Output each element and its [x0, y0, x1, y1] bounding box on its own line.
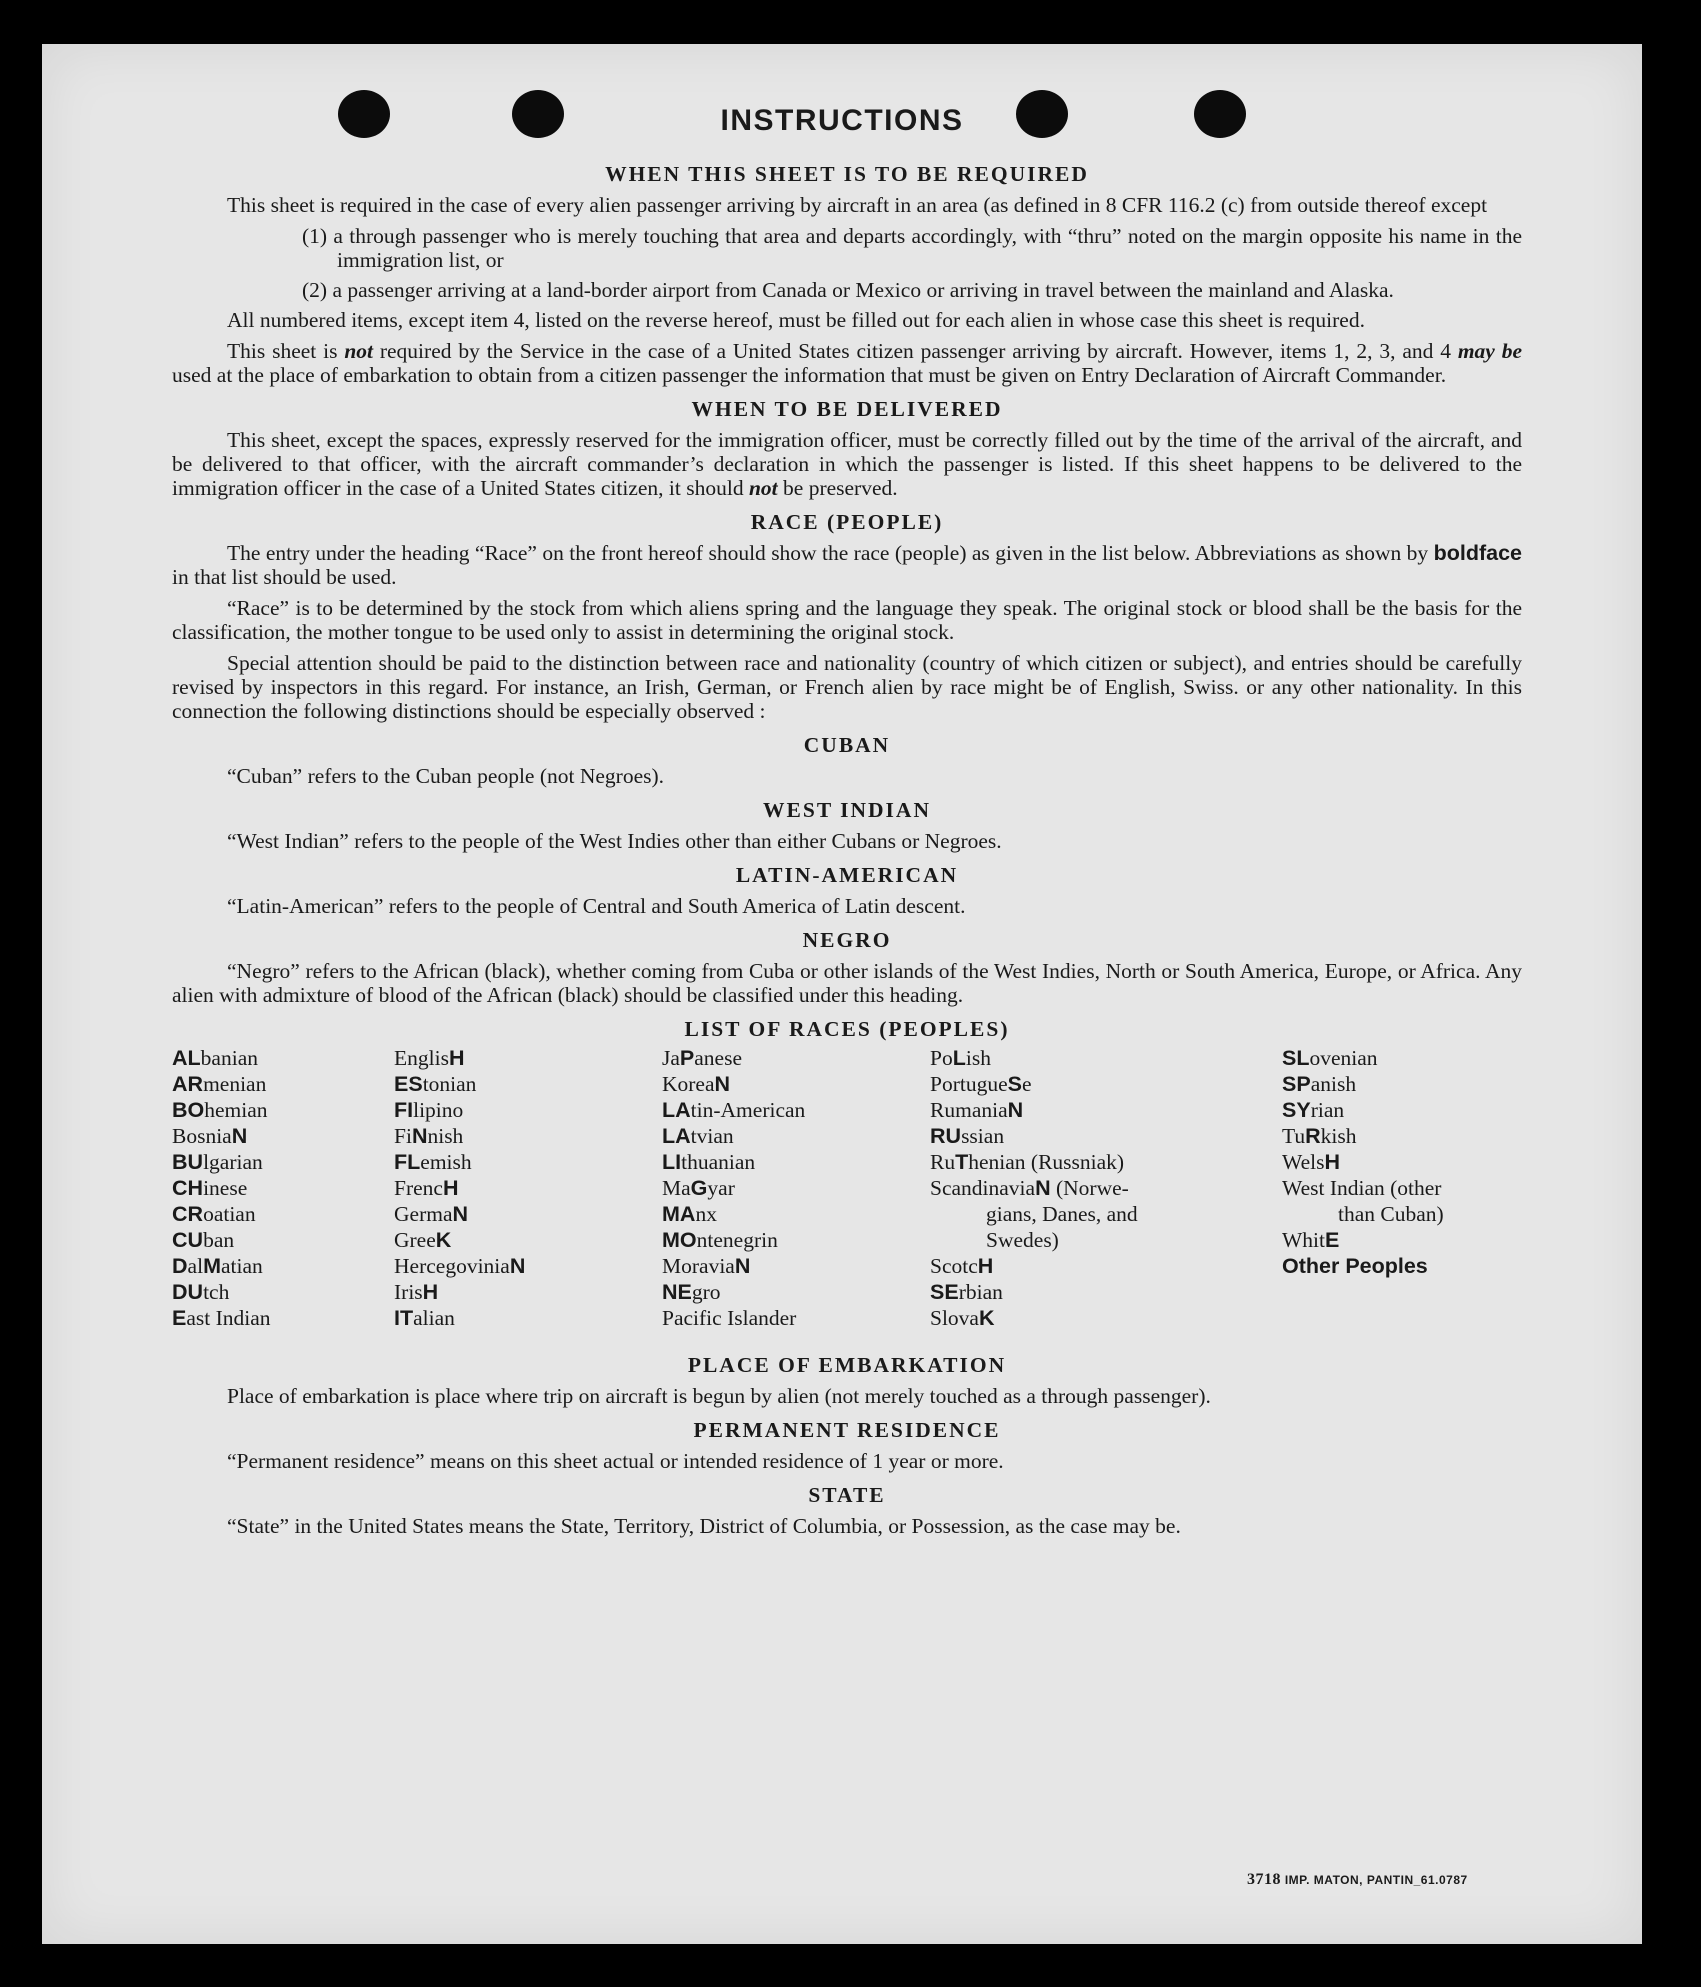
- race-item: [930, 1071, 1138, 1097]
- race-text: henian (Russniak): [968, 1150, 1125, 1174]
- race-text: ovenian: [1309, 1046, 1378, 1070]
- race-text: Frenc: [394, 1176, 443, 1200]
- race-item: [394, 1201, 525, 1227]
- race-abbrev: G: [690, 1176, 708, 1200]
- race-item: [1282, 1201, 1444, 1227]
- race-item: [394, 1149, 525, 1175]
- race-item: [172, 1201, 271, 1227]
- race-abbrev: M: [203, 1254, 221, 1278]
- document-sheet: [42, 44, 1642, 1944]
- race-item: [662, 1201, 805, 1227]
- race-text: Po: [930, 1046, 953, 1070]
- text-span: The entry under the heading “Race” on the front hereof should show the race (people) as given in the list below. Abbreviations as shown by: [227, 541, 1434, 565]
- race-abbrev: CU: [172, 1228, 204, 1252]
- text-span: This sheet is: [227, 339, 345, 363]
- race-item: [1282, 1175, 1444, 1201]
- heading-latin-american: LATIN-AMERICAN: [735, 863, 959, 887]
- race-item: [394, 1071, 525, 1097]
- race-abbrev: E: [172, 1306, 187, 1330]
- race-item: [662, 1097, 805, 1123]
- race-abbrev: LA: [662, 1124, 691, 1148]
- paragraph-race-entry: [172, 541, 1522, 589]
- race-item: [172, 1227, 271, 1253]
- definition-embarkation: Place of embarkation is place where trip on aircraft is begun by alien (not merely touched as a through passenger).: [227, 1384, 1211, 1408]
- emphasis-not: not: [748, 476, 778, 500]
- race-text: inese: [203, 1176, 248, 1200]
- text-span: This sheet, except the spaces, expressly reserved for the immigration officer, must be correctly filled out by the time of the arrival of the aircraft, and be delivered to that officer, with the aircraft commander’s declaration in which the passenger is listed. If this sheet happens to be delivered to the immigration officer in the case of a United States citizen, it should: [172, 428, 1522, 500]
- race-text: Englis: [394, 1046, 449, 1070]
- race-item: [394, 1097, 525, 1123]
- race-text: alian: [413, 1306, 455, 1330]
- race-item: [394, 1123, 525, 1149]
- exception-2: (2) a passenger arriving at a land-border airport from Canada or Mexico or arriving in travel between the mainland and Alaska.: [302, 278, 1394, 302]
- race-item: [172, 1097, 271, 1123]
- race-text: Scandinavia: [930, 1176, 1036, 1200]
- race-item: [930, 1045, 1138, 1071]
- race-text: ssian: [961, 1124, 1005, 1148]
- race-item: [930, 1201, 1138, 1227]
- race-abbrev: D: [172, 1254, 188, 1278]
- race-item: [930, 1305, 1138, 1331]
- race-text: rbian: [958, 1280, 1003, 1304]
- race-abbrev: K: [435, 1228, 452, 1252]
- race-text: nish: [427, 1124, 464, 1148]
- race-item: [172, 1071, 271, 1097]
- race-abbrev: R: [1305, 1124, 1321, 1148]
- printer-imprint: [1247, 1871, 1468, 1889]
- race-item: [394, 1227, 525, 1253]
- race-text: tonian: [422, 1072, 477, 1096]
- race-text: Moravia: [662, 1254, 735, 1278]
- heading-negro: NEGRO: [802, 928, 892, 952]
- race-abbrev: FI: [394, 1098, 414, 1122]
- race-item: [1282, 1227, 1444, 1253]
- race-abbrev: N: [231, 1124, 248, 1148]
- race-text: ntenegrin: [696, 1228, 778, 1252]
- race-text: hemian: [204, 1098, 268, 1122]
- heading-permanent-residence: PERMANENT RESIDENCE: [693, 1418, 1001, 1442]
- race-item: [930, 1175, 1138, 1201]
- race-abbrev: BO: [172, 1098, 205, 1122]
- race-text: Fi: [394, 1124, 412, 1148]
- race-text: al: [187, 1254, 204, 1278]
- race-text: lgarian: [203, 1150, 263, 1174]
- race-abbrev: P: [679, 1046, 695, 1070]
- race-abbrev: LA: [662, 1098, 691, 1122]
- race-text: Wels: [1282, 1150, 1325, 1174]
- race-text: e: [1021, 1072, 1032, 1096]
- race-text: nx: [695, 1202, 717, 1226]
- race-text: Pacific Islander: [662, 1306, 797, 1330]
- race-abbrev: CR: [172, 1202, 204, 1226]
- race-text: Bosnia: [172, 1124, 232, 1148]
- race-text: Rumania: [930, 1098, 1008, 1122]
- heading-when-required: WHEN THIS SHEET IS TO BE REQUIRED: [605, 162, 1089, 186]
- race-column-1: [172, 1045, 271, 1331]
- race-abbrev: N: [734, 1254, 751, 1278]
- race-abbrev: NE: [662, 1280, 692, 1304]
- heading-race: RACE (PEOPLE): [750, 510, 944, 534]
- race-text: ast Indian: [186, 1306, 271, 1330]
- race-item: [394, 1279, 525, 1305]
- race-item: [172, 1175, 271, 1201]
- race-text: Tu: [1282, 1124, 1306, 1148]
- race-text: emish: [420, 1150, 472, 1174]
- race-abbrev: SP: [1282, 1072, 1311, 1096]
- definition-latin-american: “Latin-American” refers to the people of Central and South America of Latin descent.: [227, 894, 966, 918]
- race-text: (Norwe-: [1050, 1176, 1129, 1200]
- heading-state: STATE: [808, 1483, 886, 1507]
- race-abbrev: MA: [662, 1202, 696, 1226]
- race-item: [172, 1045, 271, 1071]
- race-text: oatian: [203, 1202, 256, 1226]
- race-item: [930, 1227, 1138, 1253]
- heading-cuban: CUBAN: [803, 733, 891, 757]
- race-item: [930, 1123, 1138, 1149]
- race-list: [172, 1045, 1522, 1343]
- form-number: 3718: [1247, 1871, 1281, 1888]
- exception-1: (1) a through passenger who is merely touching that area and departs accordingly, with “thru” noted on the margin opposite his name in the immigration list, or: [302, 224, 1522, 272]
- definition-permanent-residence: “Permanent residence” means on this sheet actual or intended residence of 1 year or more.: [227, 1449, 1004, 1473]
- race-text: tin-American: [690, 1098, 806, 1122]
- race-item: [172, 1123, 271, 1149]
- text-span: used at the place of embarkation to obtain from a citizen passenger the information that must be given on Entry Declaration of Aircraft Commander.: [172, 363, 1447, 387]
- race-text: banian: [200, 1046, 258, 1070]
- heading-west-indian: WEST INDIAN: [763, 798, 931, 822]
- text-span: be preserved.: [777, 476, 898, 500]
- definition-cuban: “Cuban” refers to the Cuban people (not Negroes).: [227, 764, 665, 788]
- text-span: in that list should be used.: [172, 565, 397, 589]
- race-text: gro: [691, 1280, 721, 1304]
- race-item: [662, 1305, 805, 1331]
- emphasis-may-be: may be: [1457, 339, 1522, 363]
- paragraph-race-stock: “Race” is to be determined by the stock from which aliens spring and the language they speak. The original stock or blood shall be the basis for the classification, the mother tongue to be used only to assist in determining the original stock.: [172, 596, 1522, 644]
- race-abbrev: N: [452, 1202, 469, 1226]
- race-text: anish: [1310, 1072, 1357, 1096]
- race-abbrev: N: [1035, 1176, 1051, 1200]
- definition-state: “State” in the United States means the State, Territory, District of Columbia, or Possession, as the case may be.: [227, 1514, 1181, 1538]
- race-abbrev: DU: [172, 1280, 204, 1304]
- race-item: [1282, 1071, 1444, 1097]
- race-text: yar: [707, 1176, 735, 1200]
- boldface-word: boldface: [1433, 541, 1522, 565]
- race-item: [1282, 1045, 1444, 1071]
- race-text: Germa: [394, 1202, 453, 1226]
- race-abbrev: LI: [662, 1150, 682, 1174]
- race-item: [662, 1071, 805, 1097]
- race-item: [394, 1305, 525, 1331]
- race-item: [662, 1227, 805, 1253]
- race-abbrev: SE: [930, 1280, 959, 1304]
- paragraph-citizen: [172, 339, 1522, 387]
- race-text: thuanian: [681, 1150, 756, 1174]
- race-text: Gree: [394, 1228, 436, 1252]
- race-text: kish: [1320, 1124, 1357, 1148]
- definition-negro: “Negro” refers to the African (black), whether coming from Cuba or other islands of the West Indies, North or South America, Europe, or Africa. Any alien with admixture of blood of the African (black) should be classified under this heading.: [172, 959, 1522, 1007]
- race-text: Ru: [930, 1150, 956, 1174]
- race-text: Whit: [1282, 1228, 1325, 1252]
- race-text: anese: [694, 1046, 743, 1070]
- race-text: than Cuban): [1338, 1202, 1444, 1226]
- race-abbrev: BU: [172, 1150, 204, 1174]
- race-text: tch: [203, 1280, 230, 1304]
- race-abbrev: S: [1007, 1072, 1022, 1096]
- race-abbrev: T: [955, 1150, 969, 1174]
- race-text: Ma: [662, 1176, 691, 1200]
- race-item: [662, 1149, 805, 1175]
- race-item: [394, 1175, 525, 1201]
- race-text: rian: [1310, 1098, 1345, 1122]
- race-item: [662, 1045, 805, 1071]
- race-item: [662, 1175, 805, 1201]
- paragraph-required: This sheet is required in the case of every alien passenger arriving by aircraft in an area (as defined in 8 CFR 116.2 (c) from outside thereof except: [227, 193, 1488, 217]
- race-abbrev: Other Peoples: [1282, 1254, 1428, 1278]
- race-column-5: [1282, 1045, 1444, 1279]
- race-item: [1282, 1097, 1444, 1123]
- race-abbrev: L: [952, 1046, 966, 1070]
- emphasis-not: not: [344, 339, 373, 363]
- race-item: [172, 1305, 271, 1331]
- race-text: Korea: [662, 1072, 715, 1096]
- definition-west-indian: “West Indian” refers to the people of the West Indies other than either Cubans or Negroes.: [227, 829, 1002, 853]
- race-column-3: [662, 1045, 805, 1331]
- race-item: [1282, 1149, 1444, 1175]
- race-item: [930, 1279, 1138, 1305]
- race-item: [930, 1149, 1138, 1175]
- race-text: Iris: [394, 1280, 423, 1304]
- race-text: menian: [203, 1072, 267, 1096]
- paragraph-race-nationality: Special attention should be paid to the distinction between race and nationality (country of which citizen or subject), and entries should be carefully revised by inspectors in this regard. For instance, an Irish, German, or French alien by race might be of English, Swiss. or any other nationality. In this connection the following distinctions should be especially observed :: [172, 651, 1522, 723]
- race-item: [930, 1253, 1138, 1279]
- race-item: [394, 1045, 525, 1071]
- race-abbrev: CH: [172, 1176, 204, 1200]
- race-text: atian: [220, 1254, 263, 1278]
- race-column-2: [394, 1045, 525, 1331]
- race-text: Ja: [662, 1046, 680, 1070]
- race-item: [172, 1253, 271, 1279]
- race-item: [394, 1253, 525, 1279]
- race-text: West Indian (other: [1282, 1176, 1442, 1200]
- race-abbrev: H: [1324, 1150, 1340, 1174]
- race-abbrev: N: [714, 1072, 731, 1096]
- heading-embarkation: PLACE OF EMBARKATION: [687, 1353, 1007, 1377]
- race-abbrev: E: [1325, 1228, 1340, 1252]
- race-text: Swedes): [986, 1228, 1059, 1252]
- heading-list-of-races: LIST OF RACES (PEOPLES): [684, 1017, 1010, 1041]
- race-item: [662, 1253, 805, 1279]
- race-text: gians, Danes, and: [986, 1202, 1138, 1226]
- instructions-body: [172, 152, 1522, 1544]
- race-abbrev: H: [442, 1176, 459, 1200]
- race-abbrev: ES: [394, 1072, 423, 1096]
- race-abbrev: N: [509, 1254, 526, 1278]
- imprint-text: IMP. MATON, PANTIN_61.0787: [1284, 1873, 1468, 1887]
- race-abbrev: SY: [1282, 1098, 1311, 1122]
- race-text: ish: [965, 1046, 991, 1070]
- race-text: Slova: [930, 1306, 979, 1330]
- race-item: [662, 1123, 805, 1149]
- race-item: [172, 1279, 271, 1305]
- race-abbrev: N: [1007, 1098, 1024, 1122]
- race-text: Portugue: [930, 1072, 1008, 1096]
- race-abbrev: H: [422, 1280, 439, 1304]
- race-abbrev: SL: [1282, 1046, 1310, 1070]
- race-text: ban: [203, 1228, 235, 1252]
- race-abbrev: AL: [172, 1046, 201, 1070]
- race-abbrev: AR: [172, 1072, 204, 1096]
- paragraph-numbered-items: All numbered items, except item 4, listed on the reverse hereof, must be filled out for each alien in whose case this sheet is required.: [227, 308, 1365, 332]
- race-abbrev: H: [977, 1254, 994, 1278]
- race-abbrev: MO: [662, 1228, 697, 1252]
- race-text: Scotc: [930, 1254, 978, 1278]
- race-item: [172, 1149, 271, 1175]
- page-title: INSTRUCTIONS: [720, 104, 964, 137]
- race-abbrev: K: [978, 1306, 995, 1330]
- race-column-4: [930, 1045, 1138, 1331]
- race-abbrev: N: [411, 1124, 428, 1148]
- race-item: [662, 1279, 805, 1305]
- paragraph-delivered: [172, 428, 1522, 500]
- heading-when-delivered: WHEN TO BE DELIVERED: [691, 397, 1003, 421]
- race-abbrev: FL: [394, 1150, 421, 1174]
- race-text: Hercegovinia: [394, 1254, 510, 1278]
- race-item: [1282, 1253, 1444, 1279]
- race-text: tvian: [690, 1124, 734, 1148]
- race-abbrev: IT: [394, 1306, 414, 1330]
- race-text: lipino: [413, 1098, 464, 1122]
- race-item: [1282, 1123, 1444, 1149]
- text-span: required by the Service in the case of a United States citizen passenger arriving by aircraft. However, items 1, 2, 3, and 4: [373, 339, 1458, 363]
- race-abbrev: H: [448, 1046, 465, 1070]
- race-item: [930, 1097, 1138, 1123]
- race-abbrev: RU: [930, 1124, 962, 1148]
